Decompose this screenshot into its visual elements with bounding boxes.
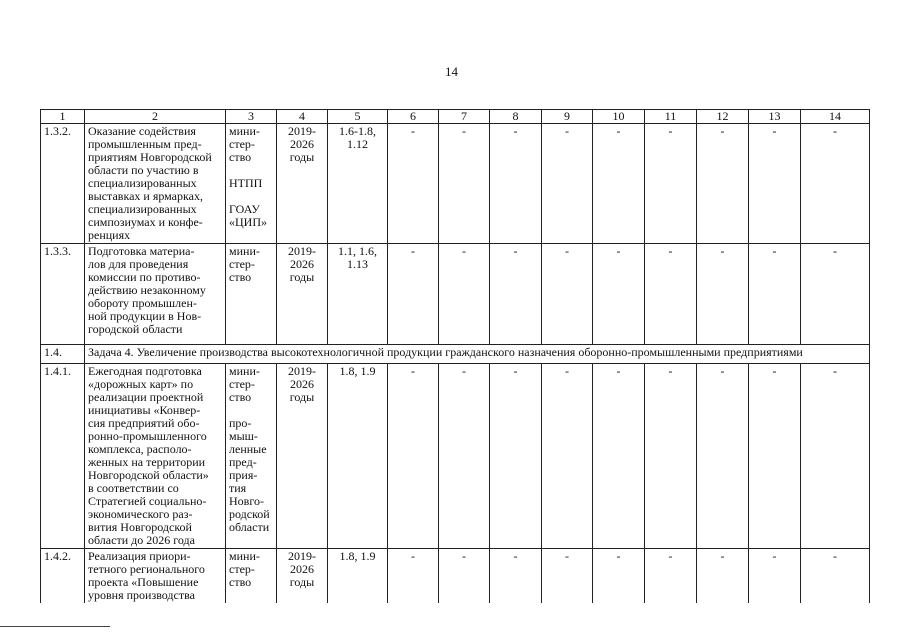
executor: мини- стер- ство — [229, 549, 260, 589]
executor: мини- стер- ство — [229, 244, 260, 284]
activity-description: Ежегодная подготовка «дорожных карт» по реализации проектной инициативы «Конвер- сия предприятий обо- ронно-промышленного комплекса, располо- женных на территории Новгородской области» в соответствии со Стратегией социально- экономического раз- вития Новгородской области до 2026 года — [85, 364, 226, 549]
value-cell: - — [749, 364, 801, 549]
column-number: 8 — [490, 110, 542, 124]
value-cell: - — [439, 364, 490, 549]
executors-cell — [226, 364, 277, 549]
column-number: 4 — [277, 110, 328, 124]
row-number: 1.4.1. — [41, 364, 85, 549]
period: 2019- 2026 годы — [277, 549, 328, 604]
value-cell: - — [388, 364, 439, 549]
executor: ГОАУ «ЦИП» — [229, 202, 267, 229]
column-number: 7 — [439, 110, 490, 124]
value-cell: - — [801, 549, 870, 604]
period: 2019- 2026 годы — [277, 364, 328, 549]
value-cell: - — [801, 124, 870, 244]
value-cell: - — [490, 124, 542, 244]
value-cell: - — [542, 364, 593, 549]
activity-description: Реализация приори- тетного регионального проекта «Повышение уровня производства — [85, 549, 226, 604]
value-cell: - — [490, 244, 542, 345]
value-cell: - — [697, 124, 749, 244]
column-number: 9 — [542, 110, 593, 124]
executor: мини- стер- ство — [229, 364, 260, 404]
value-cell: - — [593, 364, 645, 549]
table-row — [41, 549, 870, 604]
executor: НТПП — [229, 176, 263, 190]
target-indicators: 1.1, 1.6, 1.13 — [328, 244, 388, 345]
period: 2019- 2026 годы — [277, 124, 328, 244]
footer-divider — [0, 626, 110, 627]
column-number: 1 — [41, 110, 85, 124]
value-cell: - — [749, 244, 801, 345]
activities-table — [40, 109, 870, 603]
executors-cell — [226, 244, 277, 345]
executors-cell — [226, 124, 277, 244]
column-number: 3 — [226, 110, 277, 124]
row-number: 1.3.2. — [41, 124, 85, 244]
column-number: 14 — [801, 110, 870, 124]
value-cell: - — [388, 549, 439, 604]
activity-description: Подготовка материа- лов для проведения комиссии по противо- действию незаконному обороту промышлен- ной продукции в Нов- городской области — [85, 244, 226, 345]
target-indicators: 1.8, 1.9 — [328, 549, 388, 604]
value-cell: - — [645, 244, 697, 345]
value-cell: - — [593, 244, 645, 345]
value-cell: - — [439, 124, 490, 244]
table-row — [41, 364, 870, 549]
value-cell: - — [439, 549, 490, 604]
period: 2019- 2026 годы — [277, 244, 328, 345]
value-cell: - — [542, 244, 593, 345]
value-cell: - — [542, 549, 593, 604]
task-row — [41, 345, 870, 364]
value-cell: - — [593, 549, 645, 604]
value-cell: - — [749, 549, 801, 604]
value-cell: - — [645, 364, 697, 549]
column-number: 11 — [645, 110, 697, 124]
executors-cell — [226, 549, 277, 604]
executor: про- мыш- ленные пред- прия- тия Новго- родской области — [229, 416, 270, 534]
value-cell: - — [697, 549, 749, 604]
value-cell: - — [697, 364, 749, 549]
value-cell: - — [645, 549, 697, 604]
column-number: 2 — [85, 110, 226, 124]
value-cell: - — [593, 124, 645, 244]
value-cell: - — [749, 124, 801, 244]
value-cell: - — [801, 364, 870, 549]
value-cell: - — [490, 364, 542, 549]
activity-description: Оказание содействия промышленным пред- приятиям Новгородской области по участию в специализированных выставках и ярмарках, специализированных симпозиумах и конфе- ренциях — [85, 124, 226, 244]
value-cell: - — [542, 124, 593, 244]
value-cell: - — [697, 244, 749, 345]
target-indicators: 1.8, 1.9 — [328, 364, 388, 549]
value-cell: - — [645, 124, 697, 244]
row-number: 1.4.2. — [41, 549, 85, 604]
row-number: 1.4. — [41, 345, 85, 364]
column-number: 6 — [388, 110, 439, 124]
task-title: Задача 4. Увеличение производства высокотехнологичной продукции гражданского назначения оборонно-промышленными предприятиями — [85, 345, 870, 364]
value-cell: - — [388, 124, 439, 244]
column-number: 5 — [328, 110, 388, 124]
target-indicators: 1.6-1.8, 1.12 — [328, 124, 388, 244]
column-number: 10 — [593, 110, 645, 124]
table-row — [41, 124, 870, 244]
table-row — [41, 244, 870, 345]
value-cell: - — [439, 244, 490, 345]
page-number: 14 — [445, 64, 458, 79]
value-cell: - — [490, 549, 542, 604]
executor: мини- стер- ство — [229, 124, 260, 164]
column-number: 13 — [749, 110, 801, 124]
value-cell: - — [388, 244, 439, 345]
row-number: 1.3.3. — [41, 244, 85, 345]
column-number: 12 — [697, 110, 749, 124]
column-number-row — [41, 110, 870, 124]
value-cell: - — [801, 244, 870, 345]
